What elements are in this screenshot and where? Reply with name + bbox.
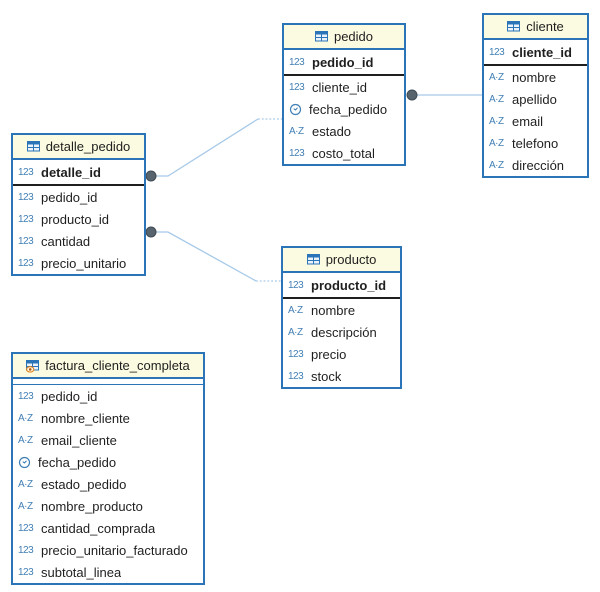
number-type-icon: 123 xyxy=(288,370,304,382)
column-name: cantidad_comprada xyxy=(41,520,156,536)
column-row[interactable] xyxy=(283,365,400,387)
column-name: precio xyxy=(311,346,347,362)
column-row[interactable] xyxy=(13,429,203,451)
relationship-line xyxy=(152,232,256,281)
text-type-icon: A·Z xyxy=(18,412,33,424)
column-name: precio_unitario xyxy=(41,255,127,271)
primary-key-section xyxy=(284,50,404,76)
number-type-icon: 123 xyxy=(289,147,305,159)
datetime-icon xyxy=(18,456,32,469)
table-icon xyxy=(507,20,521,34)
column-name: nombre_cliente xyxy=(41,410,130,426)
column-row[interactable] xyxy=(13,161,144,183)
column-row[interactable] xyxy=(283,343,400,365)
column-name: fecha_pedido xyxy=(309,101,388,117)
column-row[interactable] xyxy=(13,451,203,473)
number-type-icon: 123 xyxy=(289,81,305,93)
view-icon xyxy=(26,359,40,373)
column-name: estado_pedido xyxy=(41,476,127,492)
number-type-icon: 123 xyxy=(18,566,34,578)
column-row[interactable] xyxy=(13,385,203,407)
number-type-icon: 123 xyxy=(18,213,34,225)
number-type-icon: 123 xyxy=(18,522,34,534)
primary-key-section xyxy=(283,273,400,299)
column-name: costo_total xyxy=(312,145,375,161)
text-type-icon: A·Z xyxy=(18,434,33,446)
column-row[interactable] xyxy=(13,208,144,230)
entity-title: detalle_pedido xyxy=(45,139,131,154)
column-row[interactable] xyxy=(284,142,404,164)
entity-header[interactable] xyxy=(13,135,144,160)
column-name: precio_unitario_facturado xyxy=(41,542,188,558)
column-row[interactable] xyxy=(13,561,203,583)
column-name: email_cliente xyxy=(41,432,117,448)
number-type-icon: 123 xyxy=(288,348,304,360)
column-row[interactable] xyxy=(283,274,400,296)
entity-producto[interactable] xyxy=(281,246,402,389)
column-name: cliente_id xyxy=(312,79,367,95)
column-row[interactable] xyxy=(13,186,144,208)
text-type-icon: A·Z xyxy=(288,326,303,338)
column-row[interactable] xyxy=(484,132,587,154)
entity-header[interactable] xyxy=(484,15,587,40)
column-row[interactable] xyxy=(13,230,144,252)
column-name: pedido_id xyxy=(41,388,98,404)
column-row[interactable] xyxy=(284,98,404,120)
column-name: producto_id xyxy=(311,277,387,293)
column-row[interactable] xyxy=(284,76,404,98)
datetime-icon xyxy=(289,103,303,116)
column-name: detalle_id xyxy=(41,164,101,180)
entity-cliente[interactable] xyxy=(482,13,589,178)
number-type-icon: 123 xyxy=(18,390,34,402)
column-row[interactable] xyxy=(13,517,203,539)
column-name: telefono xyxy=(512,135,559,151)
column-name: email xyxy=(512,113,544,129)
entity-title: factura_cliente_completa xyxy=(45,358,190,373)
entity-detalle_pedido[interactable] xyxy=(11,133,146,276)
column-name: apellido xyxy=(512,91,557,107)
column-row[interactable] xyxy=(13,252,144,274)
primary-key-section xyxy=(484,40,587,66)
entity-header[interactable] xyxy=(283,248,400,273)
relationship-dot xyxy=(407,90,417,100)
number-type-icon: 123 xyxy=(18,191,34,203)
text-type-icon: A·Z xyxy=(18,478,33,490)
table-icon xyxy=(27,140,41,154)
number-type-icon: 123 xyxy=(18,166,34,178)
column-name: pedido_id xyxy=(41,189,98,205)
relationship-line xyxy=(152,119,258,176)
column-row[interactable] xyxy=(484,41,587,63)
column-row[interactable] xyxy=(13,407,203,429)
number-type-icon: 123 xyxy=(289,56,305,68)
column-row[interactable] xyxy=(283,299,400,321)
number-type-icon: 123 xyxy=(288,279,304,291)
entity-title: cliente xyxy=(526,19,564,34)
primary-key-section xyxy=(13,160,144,186)
relationship-dot xyxy=(146,227,156,237)
column-row[interactable] xyxy=(13,495,203,517)
column-name: nombre_producto xyxy=(41,498,143,514)
column-name: cantidad xyxy=(41,233,91,249)
column-name: estado xyxy=(312,123,352,139)
text-type-icon: A·Z xyxy=(18,500,33,512)
table-icon xyxy=(307,253,321,267)
entity-factura_cliente_completa[interactable] xyxy=(11,352,205,585)
table-icon xyxy=(315,30,329,44)
column-name: dirección xyxy=(512,157,565,173)
entity-title: pedido xyxy=(333,29,374,44)
entity-title: producto xyxy=(325,252,377,267)
column-name: pedido_id xyxy=(312,54,374,70)
number-type-icon: 123 xyxy=(18,257,34,269)
column-row[interactable] xyxy=(484,154,587,176)
text-type-icon: A·Z xyxy=(489,159,504,171)
entity-pedido[interactable] xyxy=(282,23,406,166)
relationship-dot xyxy=(146,171,156,181)
text-type-icon: A·Z xyxy=(288,304,303,316)
column-name: subtotal_linea xyxy=(41,564,122,580)
text-type-icon: A·Z xyxy=(489,137,504,149)
entity-header[interactable] xyxy=(13,354,203,379)
column-row[interactable] xyxy=(283,321,400,343)
column-name: nombre xyxy=(512,69,557,85)
column-name: stock xyxy=(311,368,342,384)
column-name: nombre xyxy=(311,302,356,318)
column-row[interactable] xyxy=(484,88,587,110)
number-type-icon: 123 xyxy=(18,235,34,247)
text-type-icon: A·Z xyxy=(489,115,504,127)
text-type-icon: A·Z xyxy=(489,71,504,83)
column-name: descripción xyxy=(311,324,377,340)
column-row[interactable] xyxy=(13,539,203,561)
column-row[interactable] xyxy=(284,51,404,73)
column-name: fecha_pedido xyxy=(38,454,117,470)
text-type-icon: A·Z xyxy=(289,125,304,137)
column-row[interactable] xyxy=(284,120,404,142)
number-type-icon: 123 xyxy=(18,544,34,556)
column-row[interactable] xyxy=(484,66,587,88)
number-type-icon: 123 xyxy=(489,46,505,58)
column-name: cliente_id xyxy=(512,44,572,60)
text-type-icon: A·Z xyxy=(489,93,504,105)
column-row[interactable] xyxy=(484,110,587,132)
column-row[interactable] xyxy=(13,473,203,495)
entity-header[interactable] xyxy=(284,25,404,50)
column-name: producto_id xyxy=(41,211,109,227)
